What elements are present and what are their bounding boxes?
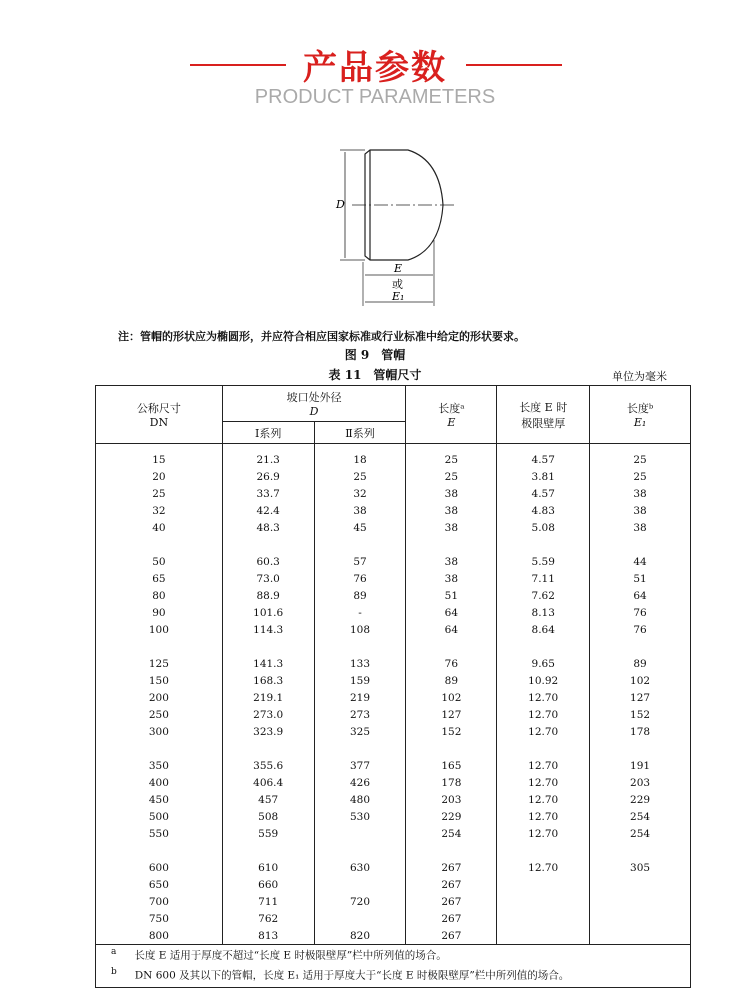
table-cell: 12.70 xyxy=(497,859,590,876)
table-cell: 133 xyxy=(314,655,406,672)
shape-note: 注：管帽的形状应为椭圆形，并应符合相应国家标准或行业标准中给定的形状要求。 xyxy=(118,330,525,343)
table-cell: 12.70 xyxy=(497,808,590,825)
table-cell: 33.7 xyxy=(222,485,314,502)
pipe-cap-dimension-table xyxy=(95,385,691,945)
table-cell: 559 xyxy=(222,825,314,842)
table-cell: 4.57 xyxy=(497,451,590,468)
table-cell: 76 xyxy=(590,604,691,621)
table-cell: 50 xyxy=(96,553,223,570)
spacer-row xyxy=(96,638,691,655)
table-cell: 25 xyxy=(590,468,691,485)
table-cell: 89 xyxy=(406,672,497,689)
table-row xyxy=(96,485,691,502)
table-caption: 表 11 管帽尺寸 xyxy=(328,368,422,382)
table-cell: 219.1 xyxy=(222,689,314,706)
table-cell: 600 xyxy=(96,859,223,876)
table-cell: 32 xyxy=(96,502,223,519)
table-cell: 38 xyxy=(406,502,497,519)
table-cell: 42.4 xyxy=(222,502,314,519)
label-or: 或 xyxy=(392,278,403,291)
table-cell: 305 xyxy=(590,859,691,876)
header-series-1: Ⅰ系列 xyxy=(222,422,314,444)
table-cell: 152 xyxy=(406,723,497,740)
table-cell: 12.70 xyxy=(497,689,590,706)
table-cell: 25 xyxy=(314,468,406,485)
table-cell: 25 xyxy=(590,451,691,468)
table-cell: 8.13 xyxy=(497,604,590,621)
table-cell: 26.9 xyxy=(222,468,314,485)
table-cell: 610 xyxy=(222,859,314,876)
table-row xyxy=(96,570,691,587)
table-cell: 89 xyxy=(590,655,691,672)
table-cell: 38 xyxy=(406,485,497,502)
table-cell: 40 xyxy=(96,519,223,536)
table-cell: 650 xyxy=(96,876,223,893)
table-body xyxy=(96,444,691,945)
table-cell: 813 xyxy=(222,927,314,945)
table-row xyxy=(96,757,691,774)
table-cell: 38 xyxy=(406,570,497,587)
table-cell: 73.0 xyxy=(222,570,314,587)
header-dn: 公称尺寸 DN xyxy=(96,386,223,444)
table-row xyxy=(96,859,691,876)
table-cell: 250 xyxy=(96,706,223,723)
table-cell: 711 xyxy=(222,893,314,910)
table-cell: 12.70 xyxy=(497,706,590,723)
table-cell: 355.6 xyxy=(222,757,314,774)
table-cell: 200 xyxy=(96,689,223,706)
table-cell: 12.70 xyxy=(497,791,590,808)
table-cell xyxy=(590,893,691,910)
table-row xyxy=(96,604,691,621)
table-row xyxy=(96,519,691,536)
table-cell: 57 xyxy=(314,553,406,570)
table-cell xyxy=(497,893,590,910)
table-cell: 267 xyxy=(406,910,497,927)
table-cell: 60.3 xyxy=(222,553,314,570)
table-cell: 38 xyxy=(590,485,691,502)
table-cell: 65 xyxy=(96,570,223,587)
footnote-b: $^b$ DN 600 及其以下的管帽，长度 E₁ 适用于厚度大于“长度 E 时极限壁厚”栏中所列值的场合。 xyxy=(111,967,570,982)
table-cell: 660 xyxy=(222,876,314,893)
table-cell: 178 xyxy=(590,723,691,740)
table-cell: 273.0 xyxy=(222,706,314,723)
table-cell: 273 xyxy=(314,706,406,723)
table-row xyxy=(96,706,691,723)
table-cell: 254 xyxy=(406,825,497,842)
header-wall: 长度 E 时 极限壁厚 xyxy=(497,386,590,444)
table-row xyxy=(96,910,691,927)
table-cell: 219 xyxy=(314,689,406,706)
table-cell: 203 xyxy=(590,774,691,791)
pipe-cap-diagram xyxy=(330,140,460,310)
label-e: E xyxy=(394,262,403,275)
table-cell: 8.64 xyxy=(497,621,590,638)
table-cell: 44 xyxy=(590,553,691,570)
spacer-row xyxy=(96,536,691,553)
table-cell: 500 xyxy=(96,808,223,825)
table-cell: 127 xyxy=(406,706,497,723)
table-cell: 48.3 xyxy=(222,519,314,536)
table-cell: 4.57 xyxy=(497,485,590,502)
header-e: 长度ᵃ E xyxy=(406,386,497,444)
table-row xyxy=(96,808,691,825)
table-cell: 178 xyxy=(406,774,497,791)
table-cell: 168.3 xyxy=(222,672,314,689)
table-cell: 229 xyxy=(406,808,497,825)
table-row xyxy=(96,672,691,689)
table-cell: 254 xyxy=(590,808,691,825)
table-cell: 64 xyxy=(590,587,691,604)
table-row xyxy=(96,587,691,604)
table-cell: 350 xyxy=(96,757,223,774)
table-cell: 159 xyxy=(314,672,406,689)
figure-caption: 图 9 管帽 xyxy=(344,348,406,362)
table-cell: 20 xyxy=(96,468,223,485)
table-cell: 18 xyxy=(314,451,406,468)
table-cell: 406.4 xyxy=(222,774,314,791)
table-cell: 457 xyxy=(222,791,314,808)
table-row xyxy=(96,825,691,842)
table-cell: 80 xyxy=(96,587,223,604)
table-cell: 800 xyxy=(96,927,223,945)
unit-label: 单位为毫米 xyxy=(612,370,667,383)
table-cell: 150 xyxy=(96,672,223,689)
table-cell: 267 xyxy=(406,876,497,893)
header-d: 坡口处外径 D xyxy=(222,386,406,422)
table-cell: 51 xyxy=(406,587,497,604)
table-cell: 5.59 xyxy=(497,553,590,570)
table-cell: 530 xyxy=(314,808,406,825)
table-cell: 102 xyxy=(590,672,691,689)
footnote-a: $^a$ 长度 E 适用于厚度不超过“长度 E 时极限壁厚”栏中所列值的场合。 xyxy=(111,947,447,962)
table-cell: 141.3 xyxy=(222,655,314,672)
table-cell: 125 xyxy=(96,655,223,672)
table-row xyxy=(96,621,691,638)
spacer-row xyxy=(96,842,691,859)
table-cell: 820 xyxy=(314,927,406,945)
table-row xyxy=(96,655,691,672)
table-cell: 88.9 xyxy=(222,587,314,604)
table-cell: 203 xyxy=(406,791,497,808)
table-cell: 323.9 xyxy=(222,723,314,740)
table-cell: 90 xyxy=(96,604,223,621)
table-row xyxy=(96,451,691,468)
label-e1: E₁ xyxy=(392,290,405,303)
table-row xyxy=(96,893,691,910)
table-cell: 45 xyxy=(314,519,406,536)
table-cell: 4.83 xyxy=(497,502,590,519)
table-cell: 426 xyxy=(314,774,406,791)
table-cell: 76 xyxy=(590,621,691,638)
table-cell: 102 xyxy=(406,689,497,706)
table-cell: 267 xyxy=(406,893,497,910)
table-cell: 450 xyxy=(96,791,223,808)
table-cell: 32 xyxy=(314,485,406,502)
table-row xyxy=(96,876,691,893)
table-cell xyxy=(590,876,691,893)
table-row xyxy=(96,553,691,570)
label-d: D xyxy=(336,198,345,211)
table-cell: 3.81 xyxy=(497,468,590,485)
table-cell: 165 xyxy=(406,757,497,774)
table-cell xyxy=(314,910,406,927)
table-cell: 720 xyxy=(314,893,406,910)
table-cell: 51 xyxy=(590,570,691,587)
table-cell: 15 xyxy=(96,451,223,468)
table-cell: 5.08 xyxy=(497,519,590,536)
table-cell: 762 xyxy=(222,910,314,927)
table-cell: 64 xyxy=(406,604,497,621)
table-cell: 21.3 xyxy=(222,451,314,468)
table-cell: 480 xyxy=(314,791,406,808)
table-cell: 89 xyxy=(314,587,406,604)
table-cell: 750 xyxy=(96,910,223,927)
table-cell xyxy=(314,876,406,893)
table-cell: 700 xyxy=(96,893,223,910)
table-cell: 12.70 xyxy=(497,723,590,740)
table-cell: 7.62 xyxy=(497,587,590,604)
table-row xyxy=(96,774,691,791)
table-cell xyxy=(590,910,691,927)
table-cell: 400 xyxy=(96,774,223,791)
table-cell: 300 xyxy=(96,723,223,740)
spacer-row xyxy=(96,444,691,452)
table-cell: 114.3 xyxy=(222,621,314,638)
table-cell: 267 xyxy=(406,927,497,945)
table-cell: 38 xyxy=(590,519,691,536)
table-cell: 152 xyxy=(590,706,691,723)
table-cell: 267 xyxy=(406,859,497,876)
table-cell: 127 xyxy=(590,689,691,706)
table-cell xyxy=(314,825,406,842)
table-cell: 38 xyxy=(406,519,497,536)
table-cell: 38 xyxy=(314,502,406,519)
table-cell: 229 xyxy=(590,791,691,808)
table-cell: 550 xyxy=(96,825,223,842)
table-cell: 25 xyxy=(406,468,497,485)
table-cell: 7.11 xyxy=(497,570,590,587)
table-cell: 108 xyxy=(314,621,406,638)
table-cell: 76 xyxy=(314,570,406,587)
spacer-row xyxy=(96,740,691,757)
table-cell: 508 xyxy=(222,808,314,825)
table-cell xyxy=(497,876,590,893)
table-cell: 12.70 xyxy=(497,774,590,791)
page-subtitle: PRODUCT PARAMETERS xyxy=(254,86,496,108)
table-cell: 38 xyxy=(590,502,691,519)
table-cell: 76 xyxy=(406,655,497,672)
table-cell: 25 xyxy=(96,485,223,502)
table-cell: 101.6 xyxy=(222,604,314,621)
table-cell: 10.92 xyxy=(497,672,590,689)
table-cell: 25 xyxy=(406,451,497,468)
header-series-2: Ⅱ系列 xyxy=(314,422,406,444)
footnotes xyxy=(95,939,691,988)
page-title: 产品参数 xyxy=(303,48,447,88)
table-cell: 12.70 xyxy=(497,757,590,774)
table-row xyxy=(96,791,691,808)
table-row xyxy=(96,723,691,740)
header-e1: 长度ᵇ E₁ xyxy=(590,386,691,444)
table-cell: 191 xyxy=(590,757,691,774)
table-cell: 100 xyxy=(96,621,223,638)
table-row xyxy=(96,468,691,485)
table-row xyxy=(96,502,691,519)
table-cell: 9.65 xyxy=(497,655,590,672)
table-cell: 377 xyxy=(314,757,406,774)
table-cell: 38 xyxy=(406,553,497,570)
table-cell: 64 xyxy=(406,621,497,638)
table-cell: 325 xyxy=(314,723,406,740)
table-row xyxy=(96,689,691,706)
table-cell: - xyxy=(314,604,406,621)
table-cell: 254 xyxy=(590,825,691,842)
table-cell: 630 xyxy=(314,859,406,876)
table-cell xyxy=(497,910,590,927)
table-cell: 12.70 xyxy=(497,825,590,842)
